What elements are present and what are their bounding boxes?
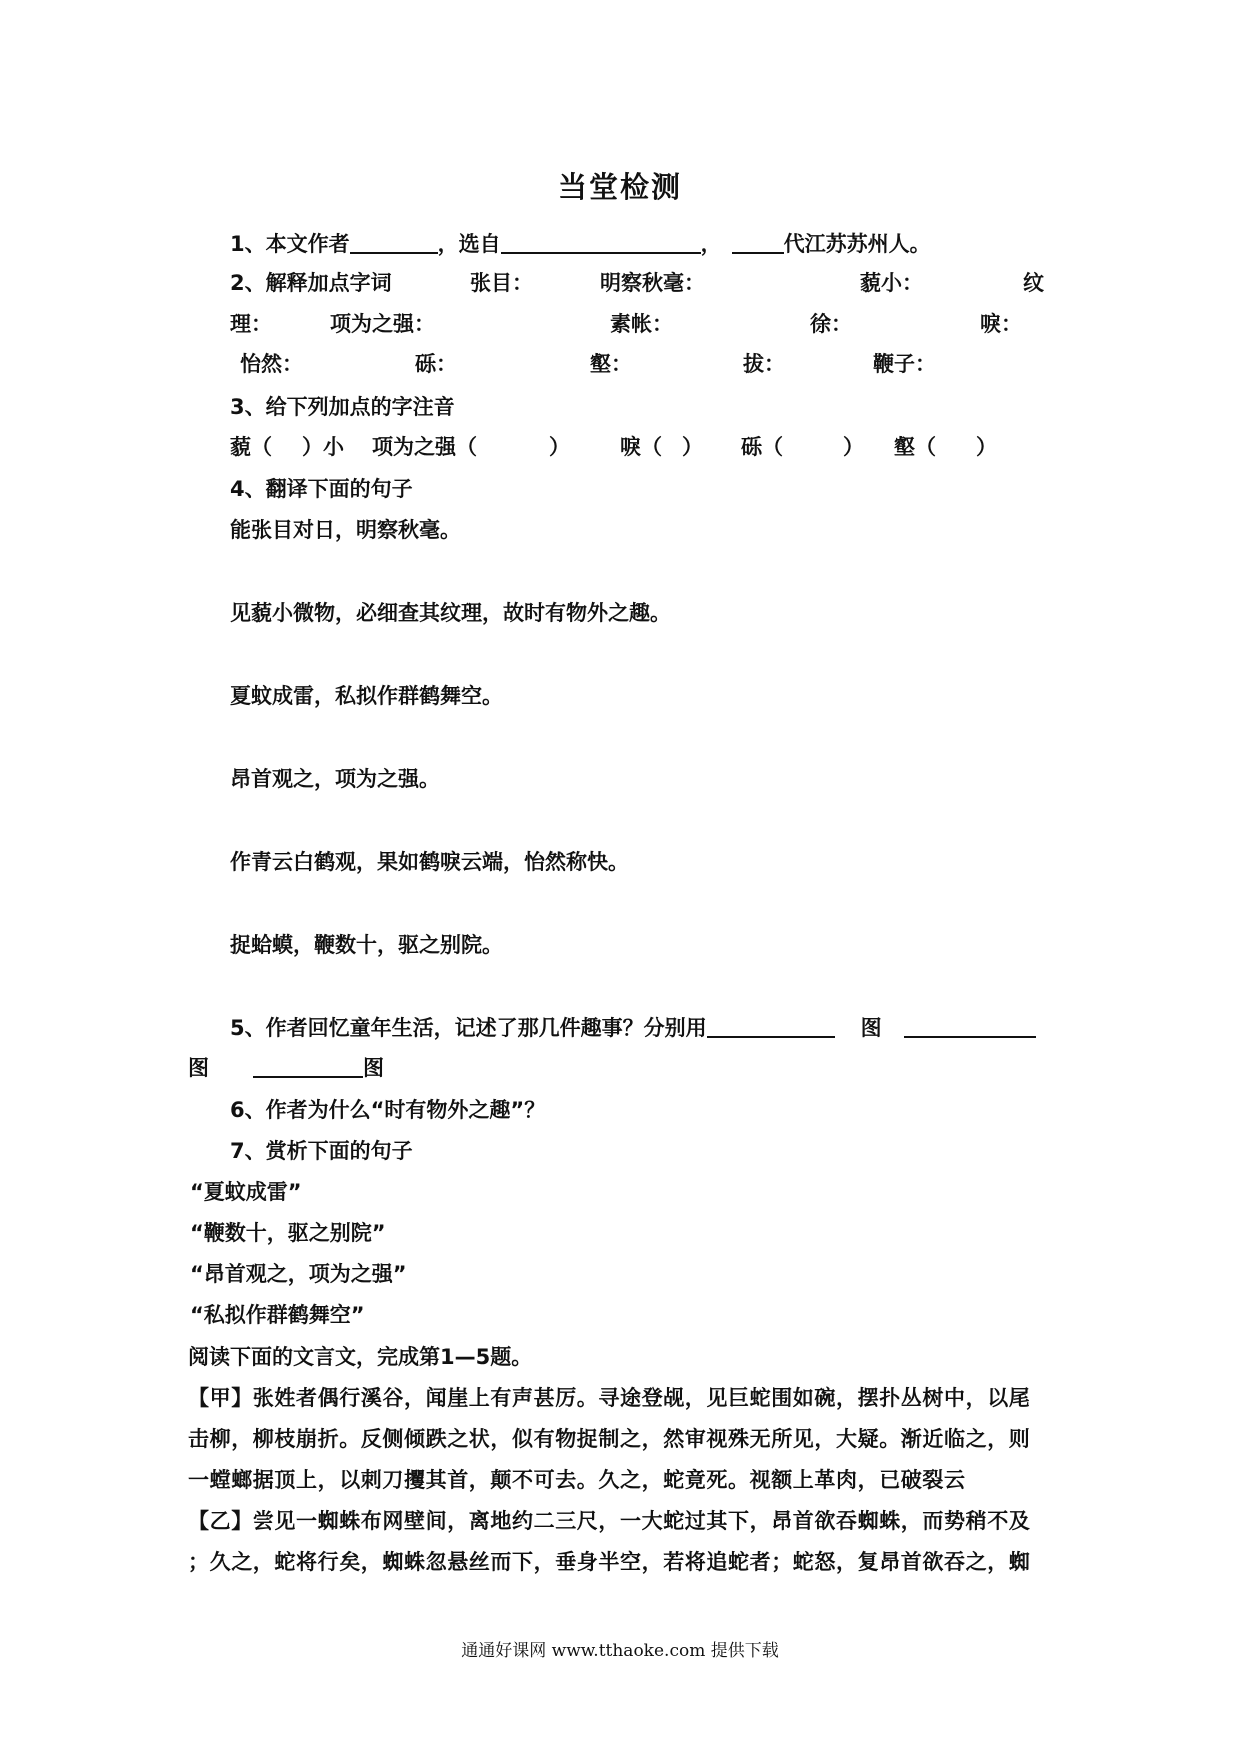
term-yiran: 怡然： [240,352,303,376]
page-footer: 通通好课网 www.tthaoke.com 提供下载 [461,1641,779,1661]
term-li-gravel: 砾： [415,352,457,376]
term-mingchaqiuhao: 明察秋毫： [600,271,705,295]
passage-jia-line: 击柳，柳枝崩折。反侧倾跌之状，似有物捉制之，然审视殊无所见，大疑。渐近临之，则 [188,1427,1031,1451]
question-2-heading: 2、解释加点字词 [230,271,392,295]
answer-blank[interactable] [707,1014,835,1038]
term-zhangmu: 张目： [470,271,533,295]
passage-yi-line: ；久之，蛇将行矣，蜘蛛忽悬丝而下，垂身半空，若将追蛇者；蛇怒，复昂首欲吞之，蜘 [188,1550,1031,1574]
passage-jia-line: 【甲】张姓者偶行溪谷，闻崖上有声甚厉。寻途登觇，见巨蛇围如碗，摆扑丛树中，以尾 [188,1386,1031,1410]
translate-sentence: 捉蛤蟆，鞭数十，驱之别院。 [230,933,503,957]
question-5-cont: 图 图 [188,1056,384,1080]
passage-jia-line: 一螳螂据顶上，以刺刀攫其首，颠不可去。久之，蛇竟死。视额上革肉，已破裂云 [188,1468,966,1492]
term-xu: 徐： [810,312,852,336]
answer-blank[interactable] [350,230,438,254]
term-suzhang: 素帐： [610,312,673,336]
passage-yi-line: 【乙】尝见一蜘蛛布网壁间，离地约二三尺，一大蛇过其下，昂首欲吞蜘蛛，而势稍不及 [188,1509,1031,1533]
term-miaoxiao: 藐小： [860,271,923,295]
term-bianzi: 鞭子： [873,352,936,376]
answer-blank[interactable] [904,1014,1036,1038]
term-wen: 纹 [1023,271,1044,295]
appreciate-sentence: “昂首观之，项为之强” [190,1262,407,1286]
page-title: 当堂检测 [557,170,682,204]
appreciate-sentence: “夏蚊成雷” [190,1180,302,1204]
appreciate-sentence: “鞭数十，驱之别院” [190,1221,386,1245]
term-xiangweizhiqiang: 项为之强： [330,312,435,336]
pinyin-row: 藐（ ）小 项为之强（ ） 唳（ ） 砾（ ） 壑（ ） [230,435,997,459]
term-he: 壑： [590,352,632,376]
appreciate-sentence: “私拟作群鹤舞空” [190,1303,365,1327]
answer-blank[interactable] [501,230,701,254]
question-7-heading: 7、赏析下面的句子 [230,1139,413,1163]
question-3-heading: 3、给下列加点的字注音 [230,395,455,419]
question-1: 1、本文作者 ，选自 ， 代江苏苏州人。 [230,232,931,256]
reading-intro: 阅读下面的文言文，完成第1—5题。 [188,1345,533,1369]
question-6: 6、作者为什么“时有物外之趣”？ [230,1098,546,1122]
term-li: 理： [230,312,272,336]
question-4-heading: 4、翻译下面的句子 [230,477,413,501]
translate-sentence: 昂首观之，项为之强。 [230,767,440,791]
translate-sentence: 夏蚊成雷，私拟作群鹤舞空。 [230,684,503,708]
translate-sentence: 见藐小微物，必细查其纹理，故时有物外之趣。 [230,601,671,625]
translate-sentence: 能张目对日，明察秋毫。 [230,518,461,542]
term-ba: 拔： [743,352,785,376]
term-li-crane: 唳： [980,312,1022,336]
translate-sentence: 作青云白鹤观，果如鹤唳云端，怡然称快。 [230,850,629,874]
question-5: 5、作者回忆童年生活，记述了那几件趣事？分别用 图 [230,1014,1036,1042]
answer-blank[interactable] [732,230,784,254]
answer-blank[interactable] [253,1054,363,1078]
